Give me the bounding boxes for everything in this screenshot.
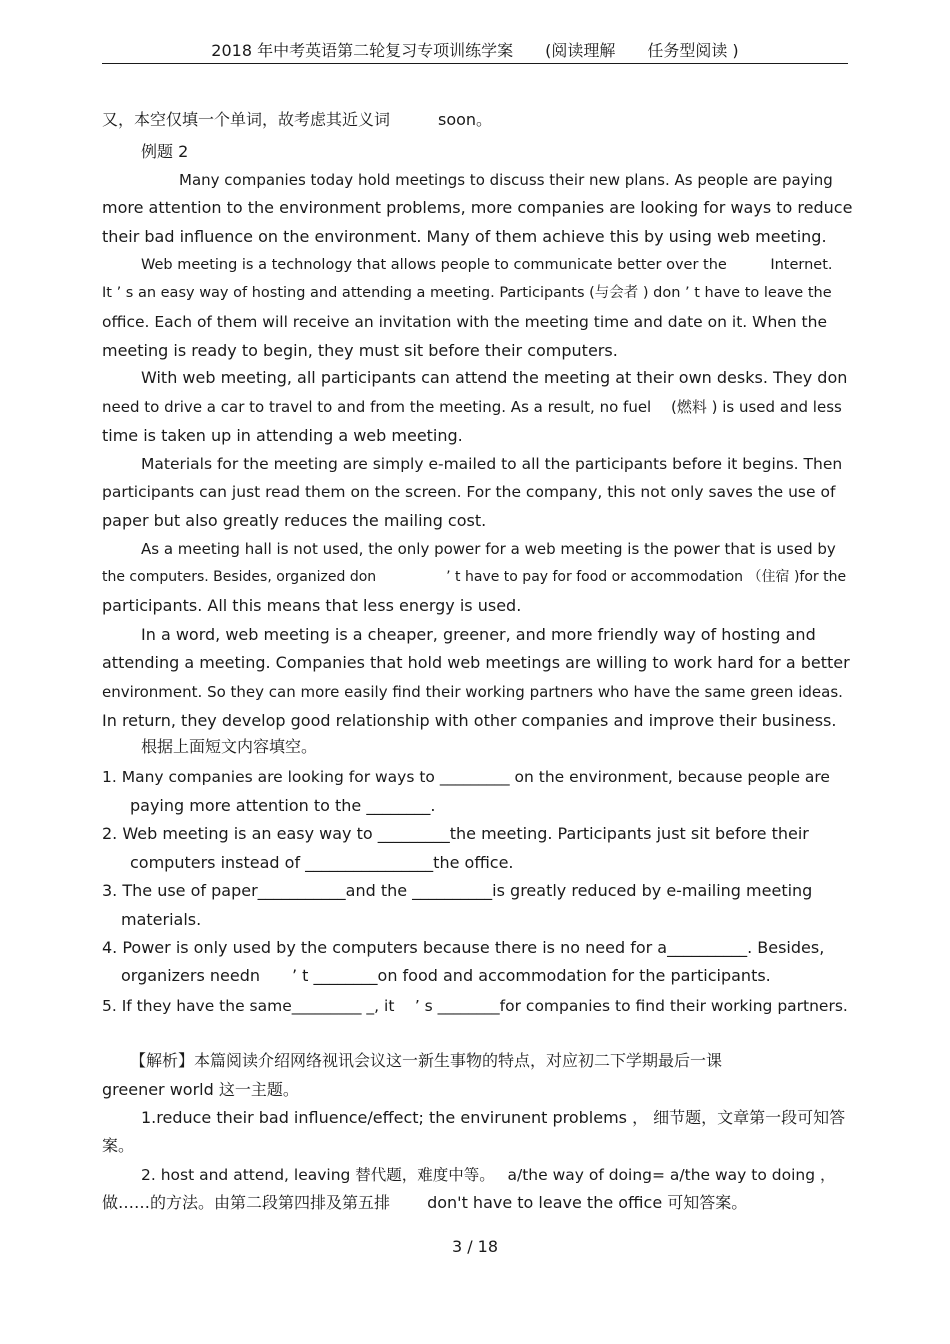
text-line: Materials for the meeting are simply e-mailed to all the participants before it begins. Then [141,455,843,473]
text-line: As a meeting hall is not used, the only power for a web meeting is the power that is used by [141,540,836,558]
text-line: 做……的方法。由第二段第四排及第五排 don't have to leave the office 可知答案。 [102,1193,748,1212]
text-line: organizers needn ’ t ________on food and accommodation for the participants. [121,966,771,985]
text-line: attending a meeting. Companies that hold web meetings are willing to work hard for a better [102,653,850,672]
page-number: 3 / 18 [451,1237,499,1256]
text-line: the computers. Besides, organized don ’ t have to pay for food or accommodation （住宿 )for the [102,569,847,585]
text-line: computers instead of ________________the office. [130,853,514,872]
text-line: meeting is ready to begin, they must sit before their computers. [102,341,618,360]
text-line: participants can just read them on the screen. For the company, this not only saves the use of [102,483,836,501]
text-line: greener world 这一主题。 [102,1080,299,1099]
text-line: It ’ s an easy way of hosting and attending a meeting. Participants (与会者 ) don ’ t have to leave the [102,285,832,301]
text-line: 根据上面短文内容填空。 [141,737,318,756]
text-line: 例题 2 [141,142,189,161]
text-line: 5. If they have the same_________ _, it ’ s ________for companies to find their working partners. [102,997,848,1015]
text-line: In a word, web meeting is a cheaper, greener, and more friendly way of hosting and [141,625,816,644]
text-line: office. Each of them will receive an invitation with the meeting time and date on it. When the [102,313,827,331]
text-line: 1.reduce their bad influence/effect; the envirunent problems ， 细节题，文章第一段可知答 [141,1108,846,1127]
text-line: materials. [121,910,202,929]
text-line: time is taken up in attending a web meeting. [102,426,463,445]
text-line: Many companies today hold meetings to discuss their new plans. As people are paying [179,171,833,189]
text-line: paper but also greatly reduces the mailing cost. [102,511,487,530]
text-line: need to drive a car to travel to and from the meeting. As a result, no fuel (燃料 ) is used and less [102,398,842,416]
text-line: 3. The use of paper___________and the __________is greatly reduced by e-mailing meeting [102,881,813,900]
text-line: 2. host and attend, leaving 替代题，难度中等。 a/the way of doing= a/the way to doing ， [141,1166,836,1184]
text-line: 1. Many companies are looking for ways to _________ on the environment, because people are [102,768,830,786]
text-line: 2. Web meeting is an easy way to _________the meeting. Participants just sit before their [102,824,809,843]
text-line: environment. So they can more easily find their working partners who have the same green ideas. [102,683,843,701]
text-line: more attention to the environment problems, more companies are looking for ways to reduce [102,198,853,217]
text-line: Web meeting is a technology that allows people to communicate better over the Internet. [141,257,833,273]
text-line: 4. Power is only used by the computers because there is no need for a__________. Besides, [102,938,825,957]
text-line: paying more attention to the ________. [130,796,436,815]
text-line: their bad influence on the environment. Many of them achieve this by using web meeting. [102,227,827,246]
text-line: In return, they develop good relationship with other companies and improve their business. [102,711,837,730]
header-divider [102,63,848,64]
text-line: 【解析】本篇阅读介绍网络视讯会议这一新生事物的特点，对应初二下学期最后一课 [130,1051,723,1070]
page-header: 2018 年中考英语第二轮复习专项训练学案 (阅读理解 任务型阅读 ) [211,41,739,60]
text-line: With web meeting, all participants can attend the meeting at their own desks. They don [141,368,848,387]
text-line: 案。 [102,1136,135,1155]
text-line: participants. All this means that less energy is used. [102,596,522,615]
text-line: 又，本空仅填一个单词，故考虑其近义词 soon。 [102,110,493,129]
